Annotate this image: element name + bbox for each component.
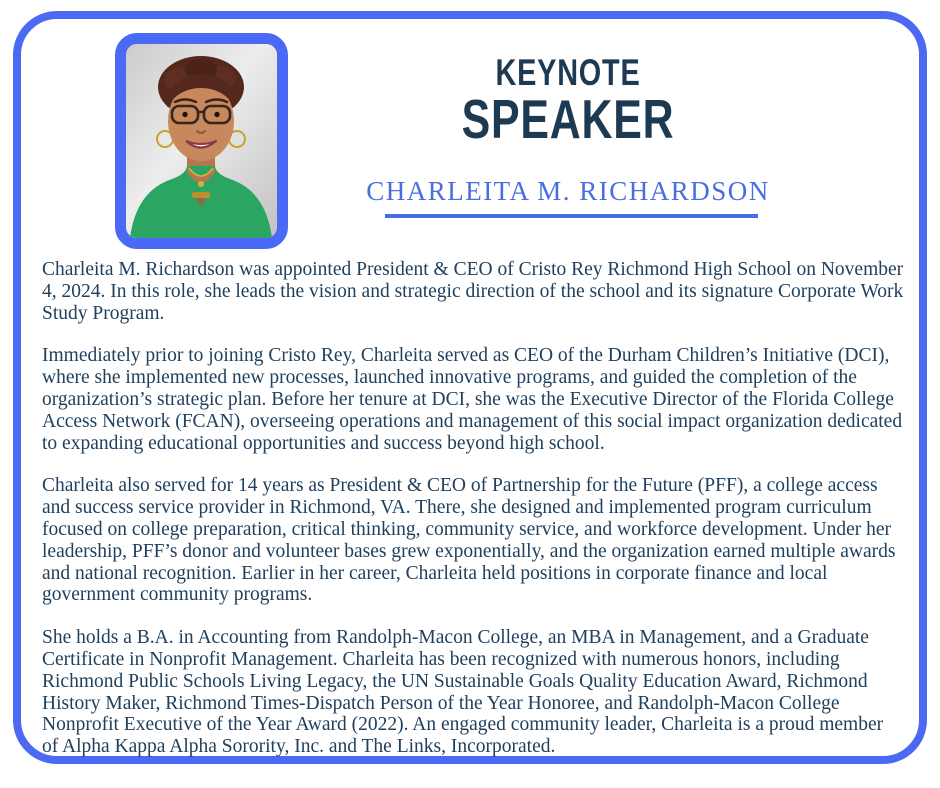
name-underline	[385, 214, 758, 218]
bio-section	[42, 259, 904, 758]
bio-paragraph: Charleita also served for 14 years as President & CEO of Partnership for the Future (PFF), a college access and success service provider in Richmond, VA. There, she designed and implemented program curriculum focused on college preparation, critical thinking, community service, and workforce development. Under her leadership, PFF’s donor and volunteer bases grew exponentially, and the organization earned multiple awards and national recognition. Earlier in her career, Charleita held positions in corporate finance and local government community programs.	[42, 475, 896, 606]
portrait-frame	[115, 33, 288, 249]
bio-paragraph: Immediately prior to joining Cristo Rey, Charleita served as CEO of the Durham Children’s Initiative (DCI), where she implemented new processes, launched innovative programs, and guided the completion of the organization’s strategic plan. Before her tenure at DCI, she was the Executive Director of the Florida College Access Network (FCAN), overseeing operations and management of this social impact organization dedicated to expanding educational opportunities and success beyond high school.	[42, 345, 903, 454]
portrait-photo	[126, 44, 277, 238]
bio-paragraph: Charleita M. Richardson was appointed President & CEO of Cristo Rey Richmond High School on November 4, 2024. In this role, she leads the vision and strategic direction of the school and its signature Corporate Work Study Program.	[42, 259, 904, 324]
speaker-name: CHARLEITA M. RICHARDSON	[366, 176, 770, 206]
bio-paragraph: She holds a B.A. in Accounting from Randolph-Macon College, an MBA in Management, and a Graduate Certificate in Nonprofit Management. Charleita has been recognized with numerous honors, including Richmond Public Schools Living Legacy, the UN Sustainable Goals Quality Education Award, Richmond History Maker, Richmond Times-Dispatch Person of the Year Honoree, and Randolph-Macon College Nonprofit Executive of the Year Award (2022). An engaged community leader, Charleita is a proud member of Alpha Kappa Alpha Sorority, Inc. and The Links, Incorporated.	[42, 627, 884, 758]
speaker-title: SPEAKER	[461, 88, 675, 150]
keynote-kicker: KEYNOTE	[495, 52, 641, 93]
